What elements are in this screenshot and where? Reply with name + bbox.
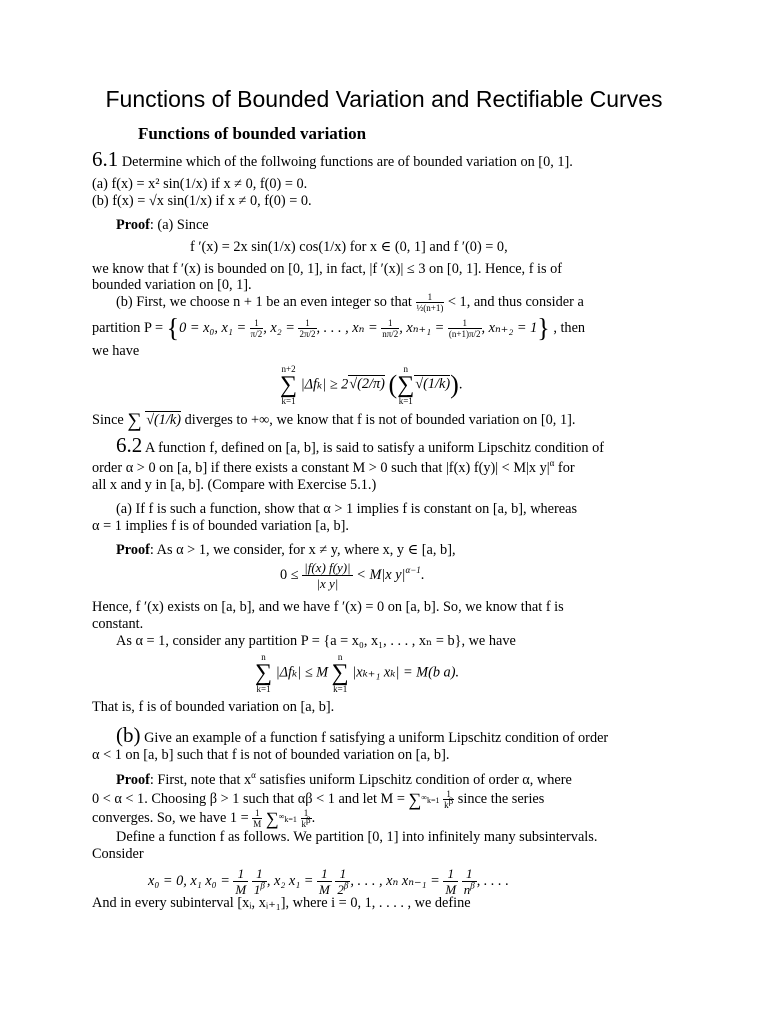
- alpha-1-line: As α = 1, consider any partition P = {a = x₀, x₁, . . . , xₙ = b}, we have: [116, 633, 516, 649]
- proof-text: : (a) Since: [149, 217, 209, 233]
- part-b-line-2: α < 1 on [a, b] such that f is not of bounded variation on [a, b].: [92, 747, 450, 763]
- sum-end: .: [458, 376, 463, 393]
- sum-middle: |Δfₖ| ≤ M: [275, 664, 329, 681]
- fraction: $\frac{1}{2^\beta}$: [337, 866, 349, 897]
- exercise-6-2-line-1: [92, 433, 605, 457]
- line-text: order α > 0 on [a, b] if there exists a constant M > 0 such that |f(x) f(y)| < M|x y|: [92, 460, 550, 476]
- variation-sum-display: [255, 652, 459, 694]
- partition-end: , then: [553, 319, 586, 336]
- proof-text: : First, note that x: [149, 772, 252, 788]
- proof-text: : As α > 1, we consider, for x ≠ y, where x, y ∈ [a, b],: [149, 542, 456, 558]
- since-line: Since ∑ √(1/k) diverges to +∞, we know that f is not of bounded variation on [0, 1].: [92, 409, 576, 432]
- fraction: $\frac{1}{n^\beta}$: [463, 866, 475, 897]
- proof-text-end: since the series: [457, 790, 545, 807]
- hence-line-1: Hence, f ′(x) exists on [a, b], and we have f ′(x) = 0 on [a, b]. So, we know that f is: [92, 599, 564, 615]
- line-text: A function f, defined on [a, b], is said to satisfy a uniform Lipschitz condition of: [145, 440, 605, 456]
- sigma-symbol: n ∑ k=1: [397, 364, 415, 406]
- statement-text: Determine which of the follwoing functions are of bounded variation on [0, 1].: [121, 154, 573, 170]
- sigma-symbol: n ∑ k=1: [331, 652, 349, 694]
- proof-text: converges. So, we have 1 =: [92, 809, 249, 826]
- sigma-symbol: n ∑ k=1: [255, 652, 273, 694]
- fraction: $\frac{1}{M}$: [253, 808, 262, 829]
- inequality-display: 0 ≤ $\frac{|f(x) f(y)|}{\text{|x y|}}$ < M|x $y|^{\alpha-1}$.: [280, 560, 425, 591]
- exercise-6-2-line-3: all x and y in [a, b]. (Compare with Exercise 5.1.): [92, 477, 377, 493]
- line-end: for: [554, 460, 575, 476]
- fraction: $\frac{1}{2\pi/2}$: [299, 318, 316, 339]
- fraction-condition: $\frac{1}{\text{½(n+1)}}$: [416, 292, 444, 313]
- exercise-6-2-line-2: [92, 459, 575, 477]
- proof-line-2: 0 < α < 1. Choosing β > 1 such that αβ < 1 and let M = ∑∞k=1 $\frac{1}{k^\beta}$ since the series: [92, 789, 545, 810]
- proof-label: Proof: [116, 217, 150, 233]
- since-end: diverges to +∞, we know that f is not of bounded variation on [0, 1].: [184, 412, 576, 428]
- fraction: $\frac{1}{M}$: [445, 866, 457, 897]
- ineq-left: 0 ≤: [280, 566, 299, 583]
- numerator: |f(x) f(y)|: [304, 560, 351, 575]
- ineq-right: < M|x y|: [356, 566, 406, 583]
- line-text: Give an example of a function f satisfying a uniform Lipschitz condition of order: [144, 730, 609, 746]
- exercise-number: 6.1: [92, 147, 119, 171]
- sequence-start: x₀ = 0, x₁ x₀ =: [148, 872, 230, 889]
- superscript: α: [251, 770, 256, 781]
- difference-quotient: [302, 560, 352, 591]
- fraction: $\frac{1}{k^\beta}$: [444, 789, 454, 810]
- superscript: α: [549, 458, 555, 469]
- since-text: Since: [92, 412, 124, 428]
- partition-label: partition P =: [92, 319, 164, 336]
- part-a-line-2: α = 1 implies f is of bounded variation [a, b].: [92, 518, 349, 534]
- proof-label: Proof: [116, 542, 150, 558]
- superscript: α−1: [405, 565, 421, 576]
- part-b-proof-text: (b) First, we choose n + 1 be an even integer so that: [116, 293, 412, 310]
- section-heading: Functions of bounded variation: [138, 124, 367, 143]
- hence-line-2: constant.: [92, 616, 144, 632]
- every-subinterval-line: And in every subinterval [xᵢ, xᵢ₊₁], where i = 0, 1, . . . . , we define: [92, 895, 471, 911]
- that-is-line: That is, f is of bounded variation on [a, b].: [92, 699, 335, 715]
- fraction: $\frac{1}{(n+1)\pi/2}$: [448, 318, 481, 339]
- define-line-1: Define a function f as follows. We partition [0, 1] into infinitely many subsintervals.: [116, 829, 598, 845]
- part-a-line-1: (a) If f is such a function, show that α > 1 implies f is constant on [a, b], whereas: [116, 501, 578, 517]
- proof-text-end: .: [311, 809, 316, 826]
- fraction: $\frac{1}{\pi/2}$: [250, 318, 263, 339]
- fraction: $\frac{1}{M}$: [235, 866, 247, 897]
- sequence-display: x₀ = 0, x₁ x₀ = $\frac{1}{M}$ $\frac{1}{1^\beta}$ , x₂ x₁ = $\frac{1}{M}$ $\frac{1}{2^\beta}$ , . . . , xₙ xₙ₋₁ = $\frac{1}{M}$ $\frac{1}{n^\beta}$ , . . . .: [148, 866, 509, 897]
- exercise-number: 6.2: [116, 433, 143, 457]
- bounded-line-1: we know that f ′(x) is bounded on [0, 1], in fact, |f ′(x)| ≤ 3 on [0, 1]. Hence, f is of: [92, 261, 563, 277]
- sigma-symbol: n+2 ∑ k=1: [280, 364, 298, 406]
- part-b-heading-line: [92, 723, 609, 747]
- proof-text: 0 < α < 1. Choosing β > 1 such that αβ < 1 and let M =: [92, 790, 405, 807]
- part-b-text: (b) f(x) = √x sin(1/x) if x ≠ 0, f(0) = 0.: [92, 193, 312, 209]
- part-b-proof-text-end: < 1, and thus consider a: [447, 293, 584, 310]
- proof-text-end: satisfies uniform Lipschitz condition of order α, where: [255, 772, 572, 788]
- proof-line: [116, 541, 456, 559]
- exercise-6-1-statement: [92, 147, 573, 171]
- bounded-line-2: bounded variation on [0, 1].: [92, 277, 252, 293]
- proof-label: Proof: [116, 772, 150, 788]
- proof-line: [116, 771, 572, 789]
- proof-line: [116, 216, 209, 234]
- fraction: $\frac{1}{M}$: [318, 866, 330, 897]
- part-a-text: (a) f(x) = x² sin(1/x) if x ≠ 0, f(0) = 0.: [92, 176, 308, 192]
- define-line-2: Consider: [92, 846, 144, 862]
- fraction: $\frac{1}{k^\beta}$: [301, 808, 311, 829]
- proof-line-3: converges. So, we have 1 = $\frac{1}{M}$ ∑∞k=1 $\frac{1}{k^\beta}$ .: [92, 808, 316, 829]
- fraction: $\frac{1}{n\pi/2}$: [382, 318, 399, 339]
- part-label: (b): [116, 723, 141, 747]
- derivative-equation: f ′(x) = 2x sin(1/x) cos(1/x) for x ∈ (0, 1] and f ′(0) = 0,: [190, 239, 508, 255]
- fraction: $\frac{1}{1^\beta}$: [253, 866, 265, 897]
- part-b-proof-line: [116, 292, 584, 313]
- right-brace: }: [537, 313, 550, 343]
- denominator: |x y|: [316, 576, 339, 591]
- sum-display: n+2 ∑ k=1 |Δfₖ| ≥ 2√(2/π) (n ∑ k=1√(1/k)).: [280, 364, 463, 406]
- partition-line: partition P = {0 = x₀, x₁ = $\frac{1}{\pi/2}$ , x₂ = $\frac{1}{2\pi/2}$ , . . . , xₙ = $\frac{1}{n\pi/2}$ , xₙ₊₁ = $\frac{1}{(n+1)\pi/2}$ , xₙ₊₂ = 1} , then: [92, 313, 586, 343]
- left-brace: {: [166, 313, 180, 343]
- we-have-line: we have: [92, 343, 140, 359]
- sum-end: |xₖ₊₁ xₖ| = M(b a).: [352, 664, 460, 681]
- document-title: Functions of Bounded Variation and Rectifiable Curves: [105, 86, 663, 112]
